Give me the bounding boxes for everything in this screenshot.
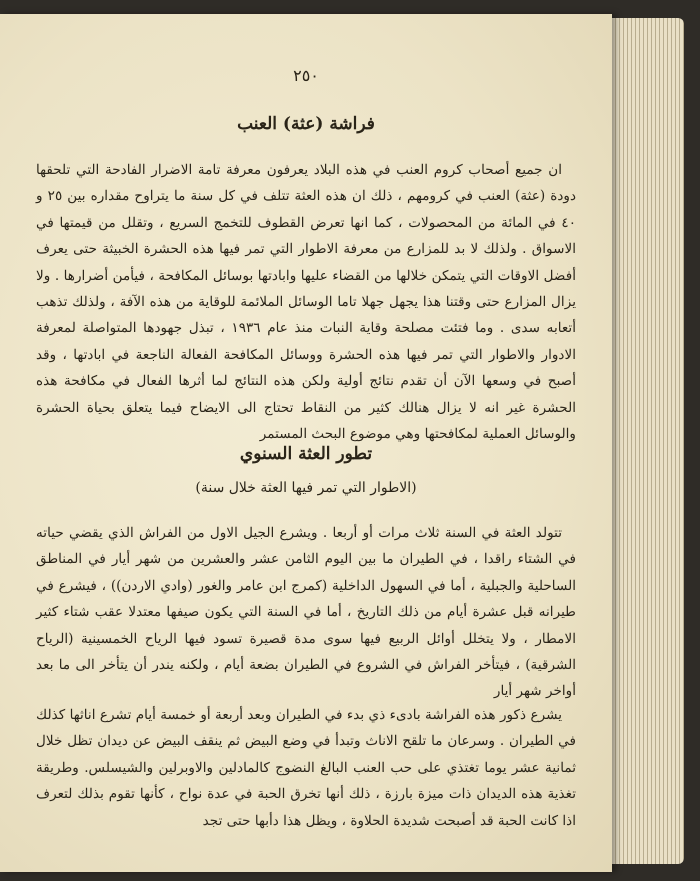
page-number: ٢٥٠	[293, 66, 319, 85]
article-title: فراشة (عثة) العنب	[237, 114, 375, 134]
intro-paragraph: ان جميع أصحاب كروم العنب في هذه البلاد يعرفون معرفة تامة الاضرار الفادحة التي تلحقها دودة (عثة) العنب في كرومهم ، ذلك ان هذه العثة تتلف في كل سنة ما يتراوح مقداره بين ٢٥ و ٤٠ في المائة من المحصولات ، كما انها تعرض القطوف للتخمج السريع ، وتقلل من قيمتها في الاسواق . ولذلك لا بد للمزارع من معرفة الاطوار التي تمر فيها هذه الحشرة الخبيثة حتى يعرف أفضل الاوقات التي يتمكن خلالها من القضاء عليها وابادتها بوسائل المكافحة ، فيأمن أضرارها . ولا يزال المزارع حتى وقتنا هذا يجهل جهلا تاما الوسائل الملائمة للوقاية من هذه الآفة ، ولذلك تذهب أتعابه سدى . وما فتئت مصلحة وقاية النبات منذ عام ١٩٣٦ ، تبذل جهودها المتواصلة لمعرفة الادوار والاطوار التي تمر فيها هذه الحشرة ووسائل المكافحة الفعالة الناجعة في ابادتها ، وقد أصبح في وسعها الآن أن تقدم نتائج أولية ولكن هذه النتائج لما أثرها الفعال في مكافحة هذه الحشرة غير انه لا يزال هنالك كثير من النقاط تحتاج الى الايضاح فيما يتعلق بحياة الحشرة والوسائل العملية لمكافحتها وهي موضوع البحث المستمر	[36, 162, 576, 443]
section-heading: تطور العثة السنوي	[239, 444, 373, 464]
section-note: (الاطوار التي تمر فيها العثة خلال سنة)	[195, 480, 417, 496]
page-edges	[600, 18, 684, 864]
paragraph-annual-cycle: تتولد العثة في السنة ثلاث مرات أو أربعا . ويشرع الجيل الاول من الفراش الذي يقضي حياته في الشتاء راقدا ، في الطيران ما بين اليوم الثامن عشر والعشرين من شهر أيار في المناطق الساحلية والجبلية ، أما في السهول الداخلية (كمرج ابن عامر والغور (وادي الاردن)) ، فيشرع في طيرانه قبل عشرة أيام من ذلك التاريخ ، أما في السنة التي يكون صيفها معتدلا عقب شتاء كثير الامطار ، ولا يتخلل أوائل الربيع فيها سوى مدة قصيرة تسود فيها الرياح الخمسينية (الرياح الشرقية) ، فيتأخر الفراش في الشروع في الطيران بضعة أيام ، ولكنه يندر أن يتأخر الى ما بعد أواخر شهر أيار	[36, 525, 576, 700]
book-page	[0, 14, 612, 872]
paragraph-flight-larvae: يشرع ذكور هذه الفراشة بادىء ذي بدء في الطيران وبعد أربعة أو خمسة أيام تشرع اناثها كذلك في الطيران . وسرعان ما تلقح الاناث وتبدأ في وضع البيض ثم ينقف البيض عن ديدان تظل خلال ثمانية عشر يوما تغتذي على حب العنب البالغ النضوج كالمادلين والاوبرلين والشيسلس. وطريقة تغذية هذه الديدان ذات ميزة بارزة ، ذلك أنها تخرق الحبة في عدة نواح ، كأنها تقوم بذلك لتعرف اذا كانت الحبة قد أصبحت شديدة الحلاوة ، ويظل هذا دأبها حتى تجد	[36, 707, 576, 829]
